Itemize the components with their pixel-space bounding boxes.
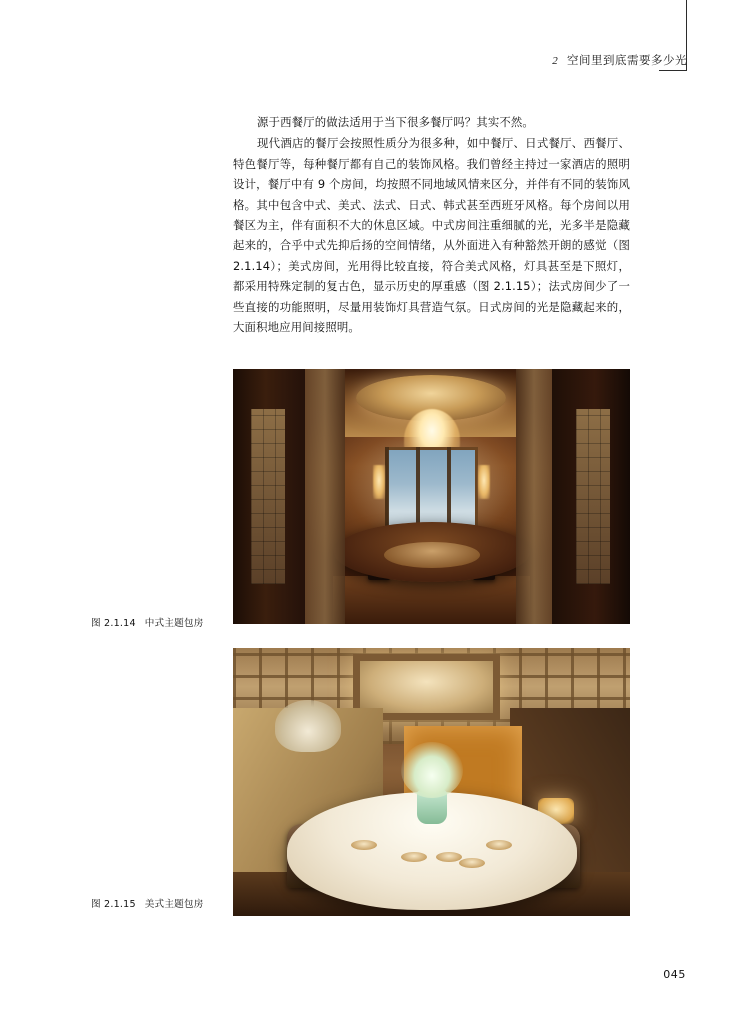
lazy-susan — [384, 542, 480, 568]
decorative-screen-left — [251, 409, 285, 584]
figure-title-1: 中式主题包房 — [144, 618, 204, 629]
body-text-column — [233, 112, 630, 337]
wall-sconce-left — [373, 465, 385, 499]
wood-column-right-inner — [516, 369, 552, 624]
paragraph-2: 现代酒店的餐厅会按照性质分为很多种，如中餐厅、日式餐厅、西餐厅、特色餐厅等，每种餐厅都有自己的装饰风格。我们曾经主持过一家酒店的照明设计，餐厅中有 9 个房间，均按照不同地域风情来区分，并伴有不同的装饰风格。其中包含中式、美式、法式、日式、韩式甚至西班牙风格。每个房间以用餐区为主，伴有面积不大的休息区域。中式房间注重细腻的光，光多半是隐藏起来的，合乎中式先抑后扬的空间情绪，从外面进入有种豁然开朗的感觉（图 2.1.14）；美式房间，光用得比较直接，符合美式风格，灯具甚至是下照灯，都采用特殊定制的复古色，显示历史的厚重感（图 2.1.15）；法式房间少了一些直接的功能照明，尽量用装饰灯具营造气氛。日式房间的光是隐藏起来的，大面积地应用间接照明。 — [233, 136, 630, 335]
photo-chinese-private-room — [233, 369, 630, 624]
photo-american-private-room — [233, 648, 630, 916]
figure-american-private-room — [233, 648, 630, 916]
figure-caption-1 — [91, 615, 204, 629]
place-setting — [351, 840, 377, 850]
floor — [333, 576, 530, 624]
decorative-screen-right — [576, 409, 610, 584]
figure-chinese-private-room — [233, 369, 630, 624]
place-setting — [459, 858, 485, 868]
corner-rule-horizontal — [659, 70, 687, 71]
header-chapter-title: 空间里到底需要多少光 — [567, 53, 687, 67]
running-header — [552, 52, 687, 68]
antler-wall-decor — [275, 700, 341, 752]
paragraph-1: 源于西餐厅的做法适用于当下很多餐厅吗？其实不然。 — [257, 115, 534, 129]
figure-title-2: 美式主题包房 — [144, 899, 204, 910]
page-number: 045 — [663, 968, 686, 981]
wall-sconce-right — [478, 465, 490, 499]
wood-column-left-inner — [305, 369, 345, 624]
centerpiece-flowers — [401, 742, 463, 798]
place-setting — [486, 840, 512, 850]
place-setting — [401, 852, 427, 862]
place-setting — [436, 852, 462, 862]
header-chapter-number: 2 — [552, 55, 558, 67]
figure-number-2: 图 2.1.15 — [91, 899, 136, 910]
figure-caption-2 — [91, 896, 204, 910]
figure-number-1: 图 2.1.14 — [91, 618, 136, 629]
